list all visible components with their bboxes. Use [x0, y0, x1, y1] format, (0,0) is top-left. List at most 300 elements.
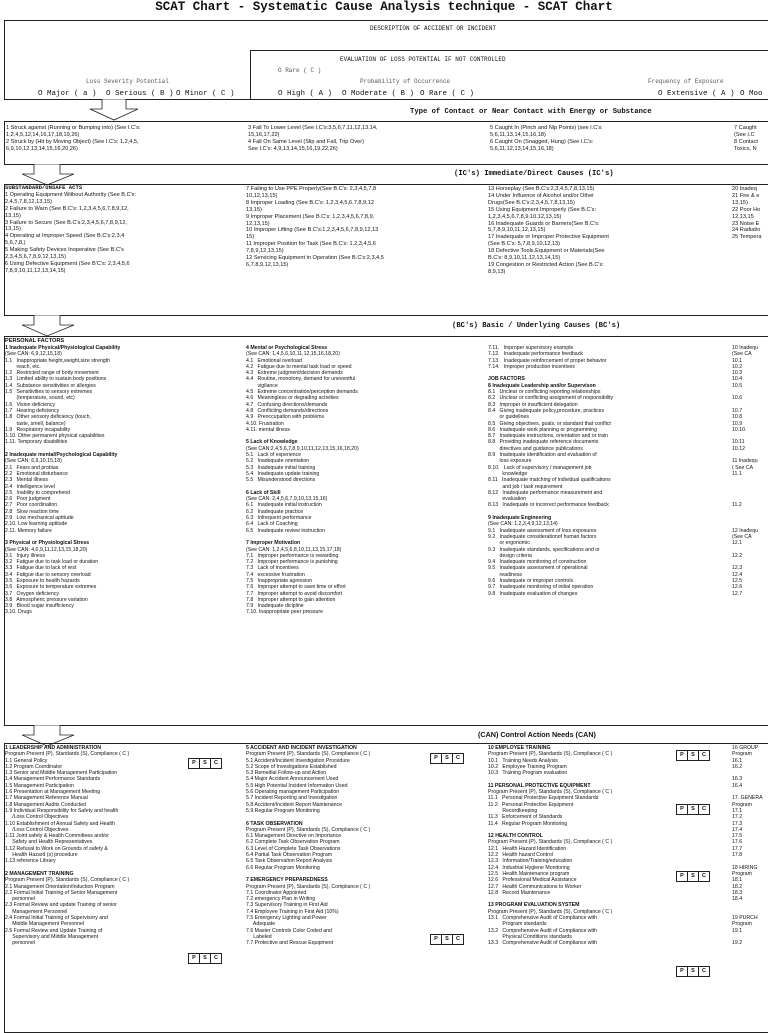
list-item: Program Present (P), Standards (S), Compliance ( C ) [488, 839, 613, 846]
list-item: 2.5 Formal Review and Update Training of [5, 927, 103, 934]
list-item: 2.2 Emotional disturbance [5, 470, 68, 477]
list-item: 7.2 emergency Plan in Writing [246, 896, 316, 903]
list-item: 1.10 Establishment of Annual Safety and Health [5, 820, 115, 827]
list-item: 17.3 [732, 820, 743, 827]
list-item: evaluation [488, 496, 527, 503]
list-item: 12.7 Health Communications to Worker [488, 883, 582, 890]
flow-arrow-icon [22, 315, 86, 337]
description-header: DESCRIPTION OF ACCIDENT OR INCIDENT [370, 25, 497, 32]
list-item: 7.10. Inappropriate peer pressure [246, 609, 323, 616]
list-item: 10.1 Training Needs Analysis [488, 757, 558, 764]
section-heading: JOB FACTORS [488, 376, 525, 383]
list-item: Physical Conditions standards [488, 933, 572, 940]
list-item: 18.4 [732, 896, 743, 903]
list-item: 17.1 [732, 807, 743, 814]
list-item: 10.10. [732, 426, 747, 433]
list-item: 5.4 Major Accident Announcement Used [246, 776, 339, 783]
list-item: 9.6 Inadequate or improper controls [488, 577, 574, 584]
option-high[interactable]: O High ( A ) [278, 90, 333, 98]
list-item: 10.6 [732, 395, 743, 402]
flow-arrow-icon [22, 164, 86, 186]
list-item: 11.1 [732, 470, 742, 477]
can-col-3 [488, 745, 728, 947]
list-item: 10.9 [732, 420, 743, 427]
list-item: loss exposure [488, 458, 532, 465]
list-item: 7.9 Inadequate dicipline [246, 603, 304, 610]
list-item: 1.1 Inappropriate height,weight,size strength [5, 357, 110, 364]
bc-col-4 [732, 345, 768, 597]
list-item: 9.4 Inadequate monitoring of construction [488, 559, 587, 566]
option-extensive[interactable]: O Extensive ( A ) [658, 90, 735, 98]
list-item: Middle Management Personnel [5, 921, 85, 928]
list-item: 3.1 Injury illness [5, 552, 46, 559]
list-item: 4.11. mental illness [246, 426, 291, 433]
option-moderate-exposure[interactable]: O Moo [740, 90, 763, 98]
list-item: 7.7 Improper attempt to avoid discomfort [246, 590, 343, 597]
list-item: 7.11. Improper supervisory example [488, 345, 574, 351]
list-item: 3.2 Fatigue due to task load or duration [5, 559, 99, 566]
list-item: 1.7 Hearing deficiency [5, 407, 60, 414]
list-item: 1.11 Joint safety & Health Committees and/or [5, 833, 109, 840]
list-item: 1.5 Management Participation [5, 782, 74, 789]
list-item: Program Present (P), Standards (S), Compliance ( C ) [246, 826, 371, 833]
psc-box-10[interactable]: P S C [676, 750, 710, 761]
list-item: 10.2 Employee Training Program [488, 763, 567, 770]
list-item: 7.6 Improper attempt to save time or effort [246, 584, 346, 591]
list-item: 9.2 Inadequate considerationof human factors [488, 533, 597, 540]
psc-box-11[interactable]: P S C [676, 804, 710, 815]
list-item: 6.3 Infrequent performance [246, 515, 312, 522]
list-item: 6.1 Inadequate initial instruction [246, 502, 322, 509]
list-item: 4.9 Preoccupation with problems [246, 414, 325, 421]
list-item: 2.2 Formal Initial Training of Senior Management [5, 889, 118, 896]
list-item: 10.7 [732, 407, 743, 414]
list-item: 1.7 Management Reference Manual [5, 795, 88, 802]
list-item: or guidelines [488, 414, 529, 421]
list-item: 6.2 Inadequate practice [246, 508, 304, 515]
list-item: 2.6 Poor judgment [5, 496, 51, 503]
list-item: 3.8 Atmospheric pressure variation [5, 596, 88, 603]
list-item: 11.3 Enforcement of Standards [488, 814, 563, 821]
list-item: 1.3 Limited ability to sustain body positions [5, 376, 107, 383]
list-item: 6.1 Management Directive on Importance [246, 833, 342, 840]
list-item: 17. GENERA [732, 795, 763, 802]
list-item: 7.14. Improper production incentives [488, 363, 575, 370]
psc-box-12[interactable]: P S C [676, 871, 710, 882]
list-item: 3.4 Fatigue due to sensory overload [5, 571, 91, 578]
list-item: 1.2 Program Coordinator [5, 763, 63, 770]
list-item: 9.1 Inadequate assessment of loss exposures [488, 527, 597, 534]
list-item: readiness [488, 571, 523, 578]
list-item: 1.8 Management Audits Conducted [5, 801, 87, 808]
list-item: 16.3 [732, 776, 743, 783]
list-item: 10.5 [732, 382, 743, 389]
list-item: 1.6 Vision deficiency [5, 401, 56, 408]
list-item: 18.1 [732, 877, 743, 884]
list-item: Safety and Health Representatives [5, 839, 93, 846]
section-heading: 7 Improper Motivation [246, 540, 301, 547]
list-item: vigilance [246, 382, 278, 389]
list-item: 10.8 [732, 414, 743, 421]
list-item: 16.2 [732, 763, 743, 770]
section-heading: 10 EMPLOYEE TRAINING [488, 745, 551, 751]
list-item: 11.2 [732, 502, 742, 509]
list-item: 2.11. Memory failure [5, 527, 52, 534]
list-item: 9.3 Inadequate standards, specifications and or [488, 546, 600, 553]
list-item: 7.12. Inadequate performance feedback [488, 351, 583, 358]
list-item: 18.3 [732, 889, 743, 896]
list-item: 3.3 Fatigue due to lack of rest [5, 565, 77, 572]
list-item: Health Hazard (s) procedure [5, 852, 78, 859]
bc-col-3 [488, 345, 728, 597]
list-item: Program Present (P), Standards (S), Compliance ( C ) [246, 751, 371, 758]
list-item: taste, smell, balance) [5, 420, 66, 427]
list-item: 11.1 Personal Protective Equipment Standards [488, 795, 599, 802]
list-item: Recordkeeping [488, 807, 538, 814]
list-item: /Loss Control Objectives [5, 814, 69, 821]
psc-box-7[interactable]: P S C [430, 934, 464, 945]
list-item: 18.2 [732, 883, 743, 890]
list-item: 10.3 Training Program evaluation [488, 770, 568, 777]
list-item: 12.5 [732, 577, 743, 584]
list-item: 8.6 Inadequate work planning or programming [488, 426, 598, 433]
list-item: 8.12 Inadequate performance measurement and [488, 489, 603, 496]
list-item: (See CAN: 6,9,12,15,18) [5, 351, 62, 358]
list-item: 1.2 Restricted range of body movement [5, 370, 99, 377]
list-item: 12.6 Professional Medical Assistance [488, 877, 577, 884]
list-item: 7.2 Improper performance is punishing [246, 559, 338, 566]
list-item: 4.3 Extreme judgment/decision demands [246, 370, 343, 377]
ic-col-2: 7 Failing to Use PPE Properly(See B.C's: 2,3,4,5,7,8 10,12,13,15) 8 Improper Loading (See B.C's: 1,2,3,4,5,6,7,8,9,12 13,15) 9 Improper Placement (See B.C's: 1,2,3,4,5,6,7,8,9, 12,13,15) 10 Improper Lifting (See B.C's:1,2,3,4,5,6,7,8,9,12,13 15) 11 Improper Position for Task (See B.C's: 1,2,3,4,5,6 7,8,9,12,13,15) 12 Servicing Equipment in Operation (See B.C's:2,3,4,5 6,7,8,9,12,13,15) [246, 186, 384, 268]
page-title: SCAT Chart - Systematic Cause Analysis technique - SCAT Chart [155, 0, 613, 14]
list-item: personnel [5, 940, 35, 947]
list-item: 11.4 Regular Program Monitoring [488, 820, 568, 827]
ic-col-4: 20 Inadeq 21 Fire & e 13,15) 22 Poor Ho 12,13,15 23 Noise E 24 Radiatio 25 Tempera [732, 186, 762, 241]
list-item: (See CAN:2,4,5,6,7,8,9,10,11,12,13,15,16,18,20) [246, 445, 359, 452]
evaluation-header: EVALUATION OF LOSS POTENTIAL IF NOT CONTROLLED [340, 56, 506, 63]
list-item: 2.8 Slow reaction time [5, 508, 59, 515]
list-item: 7.4 Employee Training in First Aid (10%) [246, 908, 339, 915]
bc-header: (BC's) Basic / Underlying Causes (BC's) [452, 322, 621, 330]
contact-col-2: 3 Fall To Lower Level (See I.C's:3,5,6,7,11,12,13,14, 15,16,17,22) 4 Fall On Same Level (Slip and Fall, Trip Over) See I.C's: 4,9,13,14,15,16,19,22,26) [248, 125, 378, 152]
list-item: 7.4 excessive frustration [246, 571, 305, 578]
list-item: 5.1 Accident/Incident Investigation Procedure [246, 757, 350, 764]
list-item: 17.4 [732, 826, 743, 833]
option-rare[interactable]: O Rare ( C ) [420, 90, 475, 98]
list-item: 2.3 Mental illness [5, 477, 48, 484]
list-item: 5.7 Incident Reporting and Investigation [246, 795, 338, 802]
list-item: 17.6 [732, 839, 743, 846]
list-item: 16.1 [732, 757, 743, 764]
section-heading: 9 Inadequate Engineering [488, 515, 552, 522]
list-item: /Loss Control Objectives [5, 826, 69, 833]
list-item: 2.7 Poor coordination [5, 502, 58, 509]
option-serious[interactable]: O Serious ( B ) [106, 90, 174, 98]
list-item: Program Present (P), Standards (S), Compliance ( C ) [5, 751, 130, 758]
list-item: Program Present (P), Standards (S), Compliance ( C ) [5, 877, 130, 884]
list-item: 2.5 Inability to comprehend [5, 489, 71, 496]
list-item: 6.2 Complete Task Observation Program [246, 839, 340, 846]
list-item: 2.10. Low learning aptitude [5, 521, 68, 528]
list-item: 6.5 Inadequate review instruction [246, 527, 326, 534]
list-item: 6.4 Lack of Coaching [246, 521, 298, 528]
list-item: 6.6 Regular Program Monitoring [246, 864, 320, 871]
list-item: Program [732, 751, 752, 758]
bc-col-1 [5, 345, 243, 616]
list-item: 17.5 [732, 833, 743, 840]
list-item: directives and guidance publications [488, 445, 583, 452]
list-item: 5.8 Accident/Incident Report Maintenance [246, 801, 343, 808]
list-item: or ergonomic [488, 540, 530, 547]
contact-col-3: 5 Caught In (Pinch and Nip Points) (see I.C's: 5,6,11,13,14,15,16,18) 6 Caught On (Snagged, Hung) (See I.C's: 5,6,11,12,13,14,15,16,18) [490, 125, 603, 152]
list-item: 1.4 Management Performance Standards [5, 776, 101, 783]
list-item: Program Present (P), Standards (S), Compliance ( C ) [488, 751, 613, 758]
list-item: 1.12 Refusal to Work on Grounds of safety & [5, 845, 108, 852]
list-item: 7.3 Lack of incentives [246, 565, 299, 572]
frequency-label: Frequency of Exposure [648, 78, 724, 85]
list-item: 10.12 [732, 445, 745, 452]
list-item: 7.5 Inappropriate agression [246, 577, 313, 584]
list-item: 5.1 Lack of experience [246, 452, 302, 459]
list-item: Program [732, 921, 752, 928]
list-item: 8.9 Inadequate identification and evaluation of [488, 452, 597, 459]
section-heading: 2 MANAGEMENT TRAINING [5, 870, 74, 877]
list-item: 17.7 [732, 845, 743, 852]
list-item: 19.1 [732, 927, 743, 934]
section-heading: 12 HEALTH CONTROL [488, 833, 543, 840]
list-item: (See CAN: 4,6,9,11,12,13,15,18,20) [5, 546, 88, 553]
list-item: 13.3 Comprehensive Audit of Compliance with [488, 940, 597, 947]
list-item: 12.4 [732, 571, 743, 578]
list-item: 4.8 Conflicting demands/directions [246, 407, 329, 414]
list-item: 8.4 Giving inadequate policy,procedure, practices [488, 407, 605, 414]
section-heading: 2 Inadequate mental/Psychological Capability [5, 452, 118, 459]
list-item: 5.2 Scope of Investigations Established [246, 763, 337, 770]
list-item: 3.7 Oxygen deficiency [5, 590, 59, 597]
list-item: 3.10. Drugs [5, 609, 32, 616]
list-item: 8.10. Lack of supervisory / management job [488, 464, 592, 471]
list-item: 8.3 Improper or insufficient delegation [488, 401, 578, 408]
list-item: Program Present (P), Standards (S), Compliance ( C ) [488, 908, 613, 915]
section-heading: 5 Lack of Knowledge [246, 439, 298, 446]
list-item: 12.3 [732, 565, 743, 572]
list-item: Program standards [488, 921, 547, 928]
list-item: 6.4 Partial Task Observation Program [246, 852, 333, 859]
list-item: 10.11 [732, 439, 745, 446]
list-item: 12.3 Information/Training/education [488, 858, 573, 865]
section-heading: 5 ACCIDENT AND INCIDENT INVESTIGATION [246, 745, 357, 751]
list-item: 12.1 Health Hazard Identification [488, 845, 567, 852]
list-item: 11.2 Personal Protective Equipment [488, 801, 574, 808]
list-item: and job / task requirement [488, 483, 563, 490]
list-item: 12.5 Health Maintenance program [488, 870, 570, 877]
list-item: 5.5 High Potential Incident Information Used [246, 782, 348, 789]
psc-box-2[interactable]: P S C [188, 953, 222, 964]
list-item: 8.8 Providing inadequate reference documents [488, 439, 599, 446]
list-item: 1.11. Temporary disabilities [5, 439, 68, 446]
list-item: 1.1 General Policy [5, 757, 48, 764]
rare-c-label: O Rare ( C ) [278, 67, 322, 74]
list-item: 7.6 Master Controls Color Coded and [246, 927, 332, 934]
list-item: 6.5 Task Observation Report Analysis [246, 858, 333, 865]
list-item: 8.11 Inadequate matching of individual qualifications [488, 477, 611, 484]
list-item: 12.6 [732, 584, 743, 591]
list-item: 19.2 [732, 940, 743, 947]
severity-label: Loss Severity Potential [86, 78, 169, 85]
list-item: Program Present (P), Standards (S), Compliance ( C ) [246, 883, 371, 890]
list-item: 10 Inadequ [732, 345, 758, 351]
contact-header: Type of Contact or Near Contact with Energy or Substance [410, 108, 652, 116]
option-moderate[interactable]: O Moderate ( B ) [342, 90, 415, 98]
list-item: Supervisory and Middle Management [5, 933, 99, 940]
list-item: 12.8 Record Maintenance [488, 889, 551, 896]
section-heading: 1 Inadequate Physical/Physiological Capability [5, 345, 121, 351]
list-item: 4.7 Confusing directions/demands [246, 401, 328, 408]
section-heading: 11 PERSONAL PROTECTIVE EQUIPMENT [488, 782, 591, 789]
list-item: 16 GROUP [732, 745, 759, 751]
list-item: 1.13 reference Library [5, 858, 56, 865]
psc-box-1[interactable]: P S C [188, 758, 222, 769]
can-col-1 [5, 745, 243, 947]
list-item: 12.2 [732, 552, 743, 559]
list-item: (See CAN: 1,2,3,4,9,12,13,14) [488, 521, 558, 528]
list-item: 13.1 Comprehensive Audit of Compliance with [488, 915, 597, 922]
list-item: Labeled [246, 933, 272, 940]
section-heading: 7 EMERGENCY PREPAREDNESS [246, 877, 328, 884]
list-item: 12.7 [732, 590, 743, 597]
list-item: 7.3 Supervisory Training in First Aid [246, 902, 328, 909]
list-item: personnel [5, 896, 35, 903]
list-item: 18 HIRING [732, 864, 758, 871]
list-item: 5.4 Inadequate update training [246, 470, 320, 477]
list-item: 1.6 Presentation at Management Meeting [5, 789, 101, 796]
contact-col-4: 7 Caught (See I.C 8 Contact Toxics, N [734, 125, 758, 152]
list-item: (See CA [732, 533, 752, 540]
list-item: 8.1 Unclear or conflicting reporting relationships [488, 389, 601, 396]
probability-label: Probability of Occurrence [360, 78, 451, 85]
contact-col-1: 1 Struck against (Running or Bumping into) (See I.C's: 1,2,4,5,12,14,16,17,18,19,26) 2 Struck by (Hit by Moving Object) (See I.C's: 1,2,4,5, 6,9,10,12,13,14,15,16,20,26) [6, 125, 141, 152]
section-heading: 13 PROGRAM EVALUATION SYSTEM [488, 902, 580, 909]
list-item: 12.4 Industrial Hygiene Monitoring [488, 864, 570, 871]
list-item: 2.1 Fears and probias [5, 464, 59, 471]
list-item: 3.5 Exposure to health hazards [5, 577, 80, 584]
list-item: 1.3 Senior and Middle Management Participation [5, 770, 118, 777]
list-item: 10.4 [732, 376, 743, 383]
list-item: 5.2 Inadequate orientation [246, 458, 310, 465]
list-item: 6.3 Level of Complete Task Observations [246, 845, 341, 852]
list-item: 9.8 Inadequate evaluation of changes [488, 590, 578, 597]
section-heading: 3 Physical or Physiological Stress [5, 540, 90, 547]
can-col-4 [732, 745, 768, 947]
list-item: 2.3 Formal Review and update Training of senior [5, 902, 117, 909]
list-item: 4.10. Frustration [246, 420, 284, 427]
list-item: 5.6 Operating management Participation [246, 789, 340, 796]
list-item: 19 PURCH [732, 915, 758, 922]
list-item: (See CA [732, 351, 752, 358]
list-item: 17.2 [732, 814, 743, 821]
list-item: 4.5 Extreme concentration/perception demands [246, 389, 358, 396]
list-item: 3.6 Exposure to temperature extremes [5, 584, 97, 591]
list-item: 1.5 Sensitivities to sensory extremes [5, 389, 93, 396]
list-item: 10.3 [732, 370, 743, 377]
list-item: 5.5 Misunderstood directions [246, 477, 316, 484]
list-item: 2.9 Low mechanical aptitude [5, 515, 74, 522]
option-major[interactable]: O Major ( a ) [38, 90, 97, 98]
list-item: 7.5 Emergency Lighting and Power [246, 915, 327, 922]
list-item: 3.9 Blood sugar insufficiency [5, 603, 74, 610]
can-header: (CAN) Control Action Needs (CAN) [478, 730, 596, 739]
list-item: Program [732, 801, 752, 808]
list-item: (See CAN: 2,4,5,6,7,9,10,13,15,16) [246, 496, 328, 503]
list-item: (See CAN: 1,2,4,5,6,8,10,11,13,15,17,18) [246, 546, 342, 553]
list-item: 8.7 Inadequate instructions, orientation and or train [488, 433, 608, 440]
list-item: design criteria [488, 552, 532, 559]
list-item: 5.3 Remedial Follow-up and Action [246, 770, 327, 777]
psc-box-13[interactable]: P S C [676, 966, 710, 977]
list-item: (See CAN: 6,9,10,15,18) [5, 458, 62, 465]
list-item: 10.1 [732, 357, 743, 364]
section-heading: 6 Lack of Skill [246, 489, 281, 496]
can-col-2 [246, 745, 486, 947]
list-item: 1.8 Other sensory deficiency (touch, [5, 414, 91, 421]
bc-col-2 [246, 345, 486, 616]
list-item: knowledge [488, 470, 528, 477]
section-heading: 8 Inadequate Leadership and/or Supervison [488, 382, 596, 389]
list-item: reach, etc. [5, 363, 41, 370]
list-item: 7.7 Protective and Rescue Equipment [246, 940, 334, 947]
list-item: Program [732, 870, 752, 877]
ic-header: (IC's) Immediate/Direct Causes (IC's) [454, 170, 614, 178]
list-item: 1.9 Individual Responsibility for Safety and health [5, 807, 119, 814]
list-item: 10.2 [732, 363, 743, 370]
list-item: 12.2 Health hazard Control [488, 852, 553, 859]
list-item: Management Personnel [5, 908, 68, 915]
list-item: 8.5 Giving objectives, goals, or standard that conflict [488, 420, 611, 427]
list-item: (See CAN: 1,4,5,6,10,11,12,15,16,18,20) [246, 351, 340, 358]
option-minor[interactable]: O Minor ( C ) [176, 90, 235, 98]
section-heading: 1 LEADERSHIP AND ADMINISTRATION [5, 745, 101, 751]
personal-factors-label: PERSONAL FACTORS [5, 338, 65, 344]
list-item: Adequate [246, 921, 276, 928]
list-item: 2.1 Management Orientation/Induction Program [5, 883, 115, 890]
psc-box-5[interactable]: P S C [430, 753, 464, 764]
list-item: 4.1 Emotional overload [246, 357, 302, 364]
ic-col-1: SUBSTANDARD/UNSAFE ACTS 1 Operating Equipment Without Authority (See B.C's: 2,4,5,7,8,12,13,15) 2 Failure to Warn (See B.C's: 1,2,3,4,5,6,7,8,9,12, 13,15) 3 Failure to Secure (See B.C's:2,3,4,5,6,7,8,9,12, 13,15) 4 Operating at Improper Speed (See B.C's:2,3,4 5,6,7,8,) 5 Making Safety Devices Inoperative (See B.C's 2,3,4,5,6,7,8,9,12,13,15) 6 Using Defective Equipment (See B'C's: 2,3,4,5,6 7,8,9,10,11,12,13,14,15) [5, 185, 137, 274]
list-item: 1.9 Respiratory incapability [5, 426, 71, 433]
list-item: Program Present (P), Standards (S), Compliance ( C ) [488, 789, 613, 796]
list-item: 2.4 Formal Initial Training of Supervisory and [5, 915, 108, 922]
list-item: 1.10. Other permanent physical capabilities [5, 433, 105, 440]
list-item: 2.4 Intelligence level [5, 483, 55, 490]
list-item: 7.13. Inadequate reinforcement of proper behavior [488, 357, 607, 364]
list-item: 13.2 Comprehensive Audit of Compliance with [488, 927, 597, 934]
list-item: 7.8 Improper attempt to gain attention [246, 596, 336, 603]
list-item: 7.1 Improper performance is rewarding [246, 552, 339, 559]
list-item: 4.6 Meaningless or degrading activities [246, 395, 339, 402]
list-item: 9.7 Inadequate monitoring of initial operation [488, 584, 594, 591]
list-item: 5.9 Regular Program Monitoring [246, 807, 320, 814]
list-item: 12 Inadequ [732, 527, 758, 534]
ic-col-3: 13 Horseplay (See B.C's:2,3,4,5,7,8,13,15) 14 Under Influence of Alcohol and/or Other Drugs(See B.C's:2,3,4,5,7,8,13,15) 15 Using Equipment Improperly (See B.C's: 1,2,3,4,5,6,7,8,9,10,12,13,15) 16 Inadequate Guards or Barriers(See B.C's: 5,7,8,9,10,11,12,13,15) 17 Inadequate or Improper Protective Equipment (See B.C's: 5,7,8,9,10,12,13) 18 Defective Tools,Equipment or Materials(See B.C's: 8,9,10,11,12,13,14,15) 19 Congestion or Restricted Action (See B.C's: 8,9,13) [488, 186, 609, 275]
flow-arrow-icon [90, 99, 150, 121]
list-item: 8.13 Inadequate or incorrect performance feedback [488, 502, 609, 509]
list-item: (temperature, sound, etc) [5, 395, 75, 402]
list-item: 16.4 [732, 782, 743, 789]
list-item: 1.4 Substance sensitivities or allergies [5, 382, 96, 389]
list-item: 5.3 Inadequate initial training [246, 464, 316, 471]
list-item: 7.1 Coordinator Appointed [246, 889, 307, 896]
list-item: 12.1 [732, 540, 743, 547]
